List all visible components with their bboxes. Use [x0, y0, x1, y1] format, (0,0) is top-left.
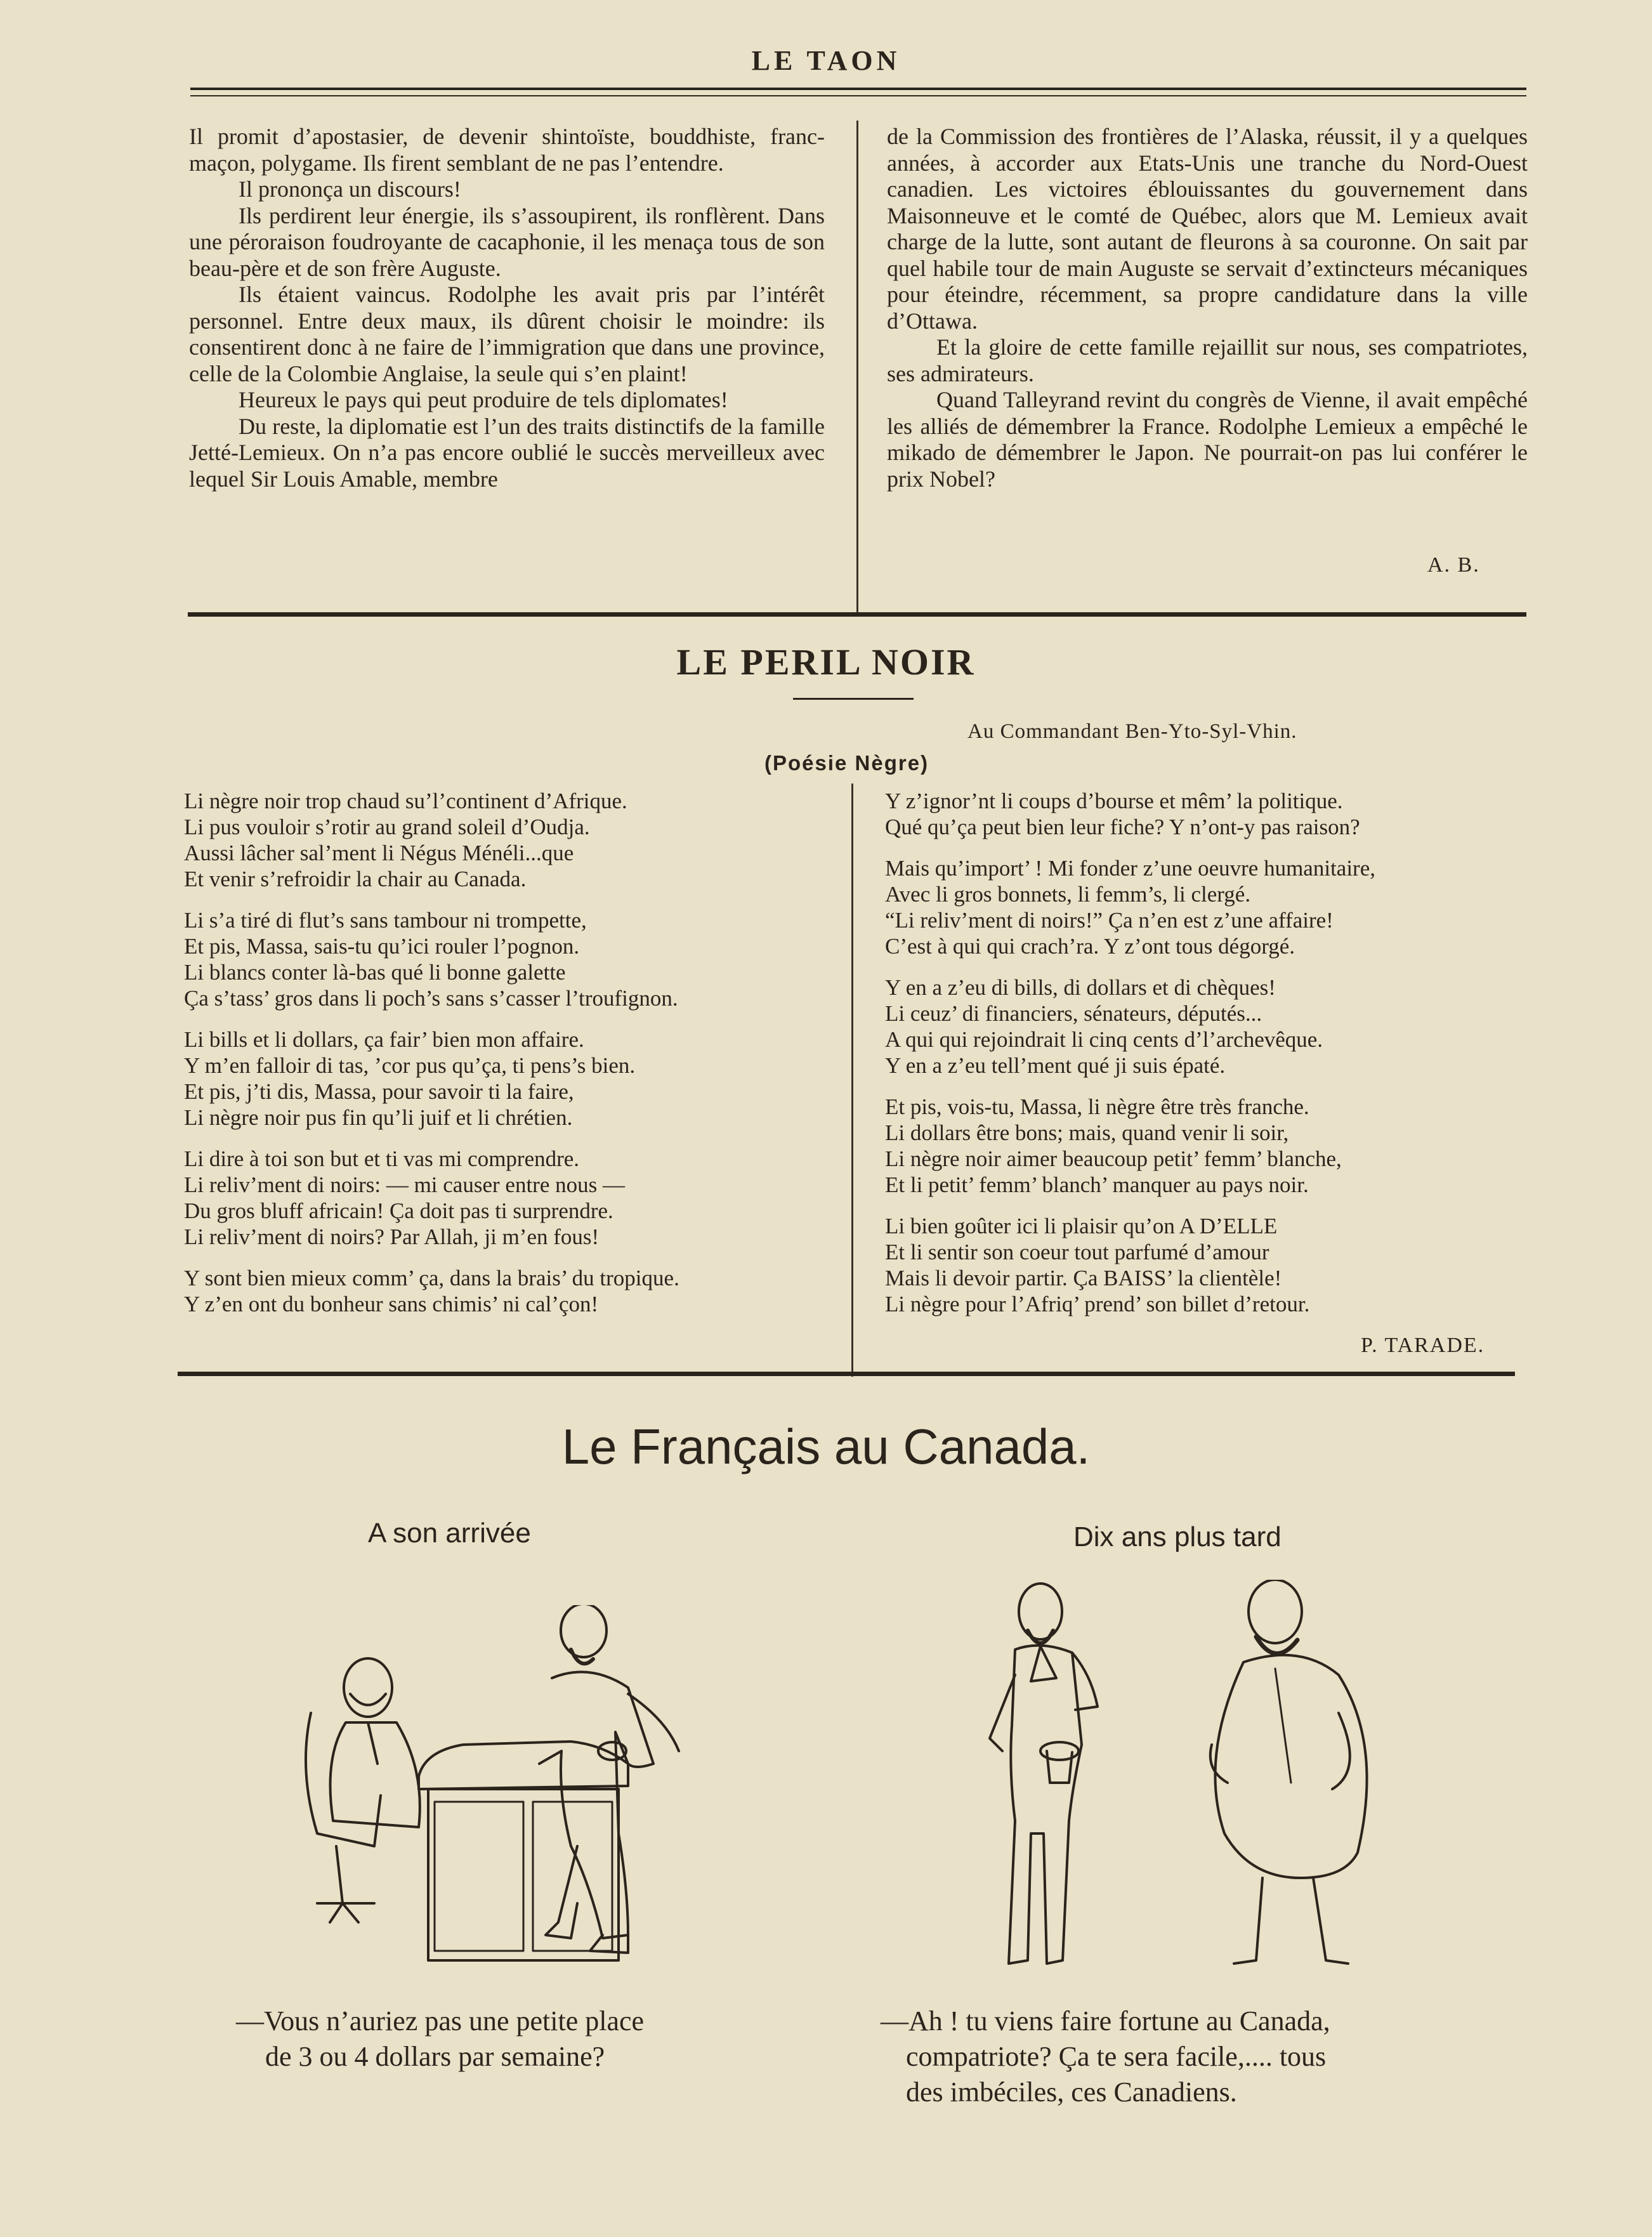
verse-line: Li nègre noir trop chaud su’l’continent d’Afrique. — [184, 789, 627, 813]
poem-right-column — [885, 788, 1375, 1332]
verse-line: Li pus vouloir s’rotir au grand soleil d’Oudja. — [184, 815, 590, 839]
stanza — [184, 788, 679, 892]
paragraph: Il prononça un discours! — [239, 176, 461, 202]
verse-line: Et li petit’ femm’ blanch’ manquer au pays noir. — [885, 1172, 1309, 1197]
verse-line: Li nègre noir aimer beaucoup petit’ femm’ blanche, — [885, 1146, 1342, 1171]
verse-line: Li dire à toi son but et ti vas mi comprendre. — [184, 1146, 580, 1171]
stanza — [184, 1027, 679, 1131]
stanza — [885, 788, 1375, 840]
left-panel-label: A son arrivée — [368, 1518, 531, 1549]
illustration-office-scene — [273, 1605, 780, 1979]
newspaper-title: LE TAON — [751, 45, 901, 76]
illustration-two-men — [945, 1580, 1427, 1986]
article-signature: A. B. — [1427, 553, 1480, 577]
title-underline — [793, 698, 914, 700]
verse-line: Qué qu’ça peut bien leur fiche? Y n’ont-y pas raison? — [885, 815, 1360, 839]
verse-line: Avec li gros bonnets, li femm’s, li clergé. — [885, 882, 1251, 907]
verse-line: Li reliv’ment di noirs? Par Allah, ji m’en fous! — [184, 1224, 600, 1249]
verse-line: Y en a z’eu di bills, di dollars et di chèques! — [885, 975, 1276, 1000]
verse-line: Li s’a tiré di flut’s sans tambour ni trompette, — [184, 908, 587, 933]
poem-signature: P. TARADE. — [1361, 1334, 1485, 1357]
verse-line: Li bien goûter ici li plaisir qu’on A D’ELLE — [885, 1214, 1278, 1238]
poem-title: LE PERIL NOIR — [676, 641, 976, 683]
right-panel-label: Dix ans plus tard — [1073, 1521, 1282, 1552]
caption-line: —Ah ! tu viens faire fortune au Canada, — [881, 2005, 1330, 2037]
verse-line: Li ceuz’ di financiers, sénateurs, députés... — [885, 1001, 1262, 1026]
verse-line: Li nègre noir pus fin qu’li juif et li chrétien. — [184, 1105, 573, 1130]
verse-line: Li dollars être bons; mais, quand venir li soir, — [885, 1120, 1289, 1145]
verse-line: Y en a z’eu tell’ment qué ji suis épaté. — [885, 1053, 1226, 1078]
column-divider — [856, 121, 858, 612]
caption-line: des imbéciles, ces Canadiens. — [906, 2076, 1237, 2108]
verse-line: Ça s’tass’ gros dans li poch’s sans s’casser l’troufignon. — [184, 986, 678, 1011]
stanza — [885, 1094, 1375, 1198]
verse-line: Et venir s’refroidir la chair au Canada. — [184, 867, 527, 891]
paragraph: Du reste, la diplomatie est l’un des traits distinctifs de la famille Jetté-Lemieux. On n’a pas encore oublié le succès merveilleux avec lequel Sir Louis Amable, membre — [189, 413, 825, 492]
right-caption — [881, 2004, 1330, 2110]
paragraph: Il promit d’apostasier, de devenir shintoïste, bouddhiste, franc-maçon, polygame. Ils firent semblant de ne pas l’entendre. — [189, 124, 825, 176]
stanza — [184, 907, 679, 1011]
poem-column-divider — [851, 784, 853, 1377]
article-left-column — [189, 124, 825, 492]
caption-line: —Vous n’auriez pas une petite place — [236, 2005, 645, 2037]
stanza — [885, 1213, 1375, 1317]
verse-line: Mais li devoir partir. Ça BAISS’ la clientèle! — [885, 1266, 1282, 1290]
stanza — [885, 855, 1375, 959]
verse-line: C’est à qui qui crach’ra. Y z’ont tous dégorgé. — [885, 934, 1295, 959]
verse-line: Et pis, Massa, sais-tu qu’ici rouler l’pognon. — [184, 934, 580, 959]
section-rule — [188, 612, 1526, 617]
header-rule-top — [190, 88, 1526, 90]
poem-left-column — [184, 788, 679, 1332]
verse-line: Y sont bien mieux comm’ ça, dans la brais’ du tropique. — [184, 1266, 679, 1290]
verse-line: Et li sentir son coeur tout parfumé d’amour — [885, 1240, 1269, 1264]
paragraph: Quand Talleyrand revint du congrès de Vienne, il avait empêché les alliés de démembrer la France. Rodolphe Lemieux a empêché le mikado de démembrer le Japon. Ne pourrait-on pas lui conférer le prix Nobel? — [887, 387, 1528, 492]
verse-line: Et pis, vois-tu, Massa, li nègre être très franche. — [885, 1094, 1309, 1119]
verse-line: Li reliv’ment di noirs: — mi causer entre nous — — [184, 1172, 625, 1197]
verse-line: A qui qui rejoindrait li cinq cents d’l’archevêque. — [885, 1027, 1323, 1052]
paragraph: de la Commission des frontières de l’Alaska, réussit, il y a quelques années, à accorder aux Etats-Unis une tranche du Nord-Ouest canadien. Les victoires éblouissantes du gouvernement dans Maisonneuve et le comté de Québec, alors que M. Lemieux avait charge de la lutte, sont autant de fleurons à sa couronne. On sait par quel habile tour de main Auguste se servait d’extincteurs mécaniques pour éteindre, récemment, sa propre candidature dans la ville d’Ottawa. — [887, 124, 1528, 334]
section-rule — [178, 1372, 1515, 1376]
paragraph: Ils perdirent leur énergie, ils s’assoupirent, ils ronflèrent. Dans une péroraison foudroyante de cacaphonie, il les menaça tous de son beau-père et de son frère Auguste. — [189, 202, 825, 281]
verse-line: “Li reliv’ment di noirs!” Ça n’en est z’une affaire! — [885, 908, 1334, 933]
verse-line: Y m’en falloir di tas, ’cor pus qu’ça, ti pens’s bien. — [184, 1053, 636, 1078]
verse-line: Li bills et li dollars, ça fair’ bien mon affaire. — [184, 1027, 584, 1052]
paragraph: Ils étaient vaincus. Rodolphe les avait pris par l’intérêt personnel. Entre deux maux, ils dûrent choisir le moindre: ils consentirent donc à ne faire de l’immigration que dans une province, celle de la Colombie Anglaise, la seule qui s’en plaint! — [189, 282, 825, 386]
cartoon-title: Le Français au Canada. — [561, 1419, 1091, 1474]
stanza — [184, 1265, 679, 1317]
verse-line: Li blancs conter là-bas qué li bonne galette — [184, 960, 566, 985]
verse-line: Li nègre pour l’Afriq’ prend’ son billet d’retour. — [885, 1292, 1310, 1316]
caption-line: de 3 ou 4 dollars par semaine? — [265, 2041, 605, 2072]
stanza — [885, 974, 1375, 1079]
verse-line: Y z’en ont du bonheur sans chimis’ ni cal’çon! — [184, 1292, 599, 1316]
paragraph: Et la gloire de cette famille rejaillit sur nous, ses compatriotes, ses admirateurs. — [887, 334, 1528, 386]
stanza — [184, 1146, 679, 1250]
verse-line: Aussi lâcher sal’ment li Négus Ménéli...que — [184, 841, 574, 865]
article-right-column — [887, 124, 1528, 492]
verse-line: Y z’ignor’nt li coups d’bourse et mêm’ la politique. — [885, 789, 1343, 813]
verse-line: Et pis, j’ti dis, Massa, pour savoir ti la faire, — [184, 1079, 574, 1104]
header-rule-bottom — [190, 95, 1526, 96]
poem-dedication: Au Commandant Ben-Yto-Syl-Vhin. — [967, 720, 1297, 743]
left-caption — [236, 2004, 644, 2075]
verse-line: Mais qu’import’ ! Mi fonder z’une oeuvre humanitaire, — [885, 856, 1375, 881]
paragraph: Heureux le pays qui peut produire de tels diplomates! — [239, 387, 728, 412]
verse-line: Du gros bluff africain! Ça doit pas ti surprendre. — [184, 1198, 613, 1223]
caption-line: compatriote? Ça te sera facile,.... tous — [906, 2041, 1327, 2072]
poem-subtitle: (Poésie Nègre) — [764, 751, 929, 775]
